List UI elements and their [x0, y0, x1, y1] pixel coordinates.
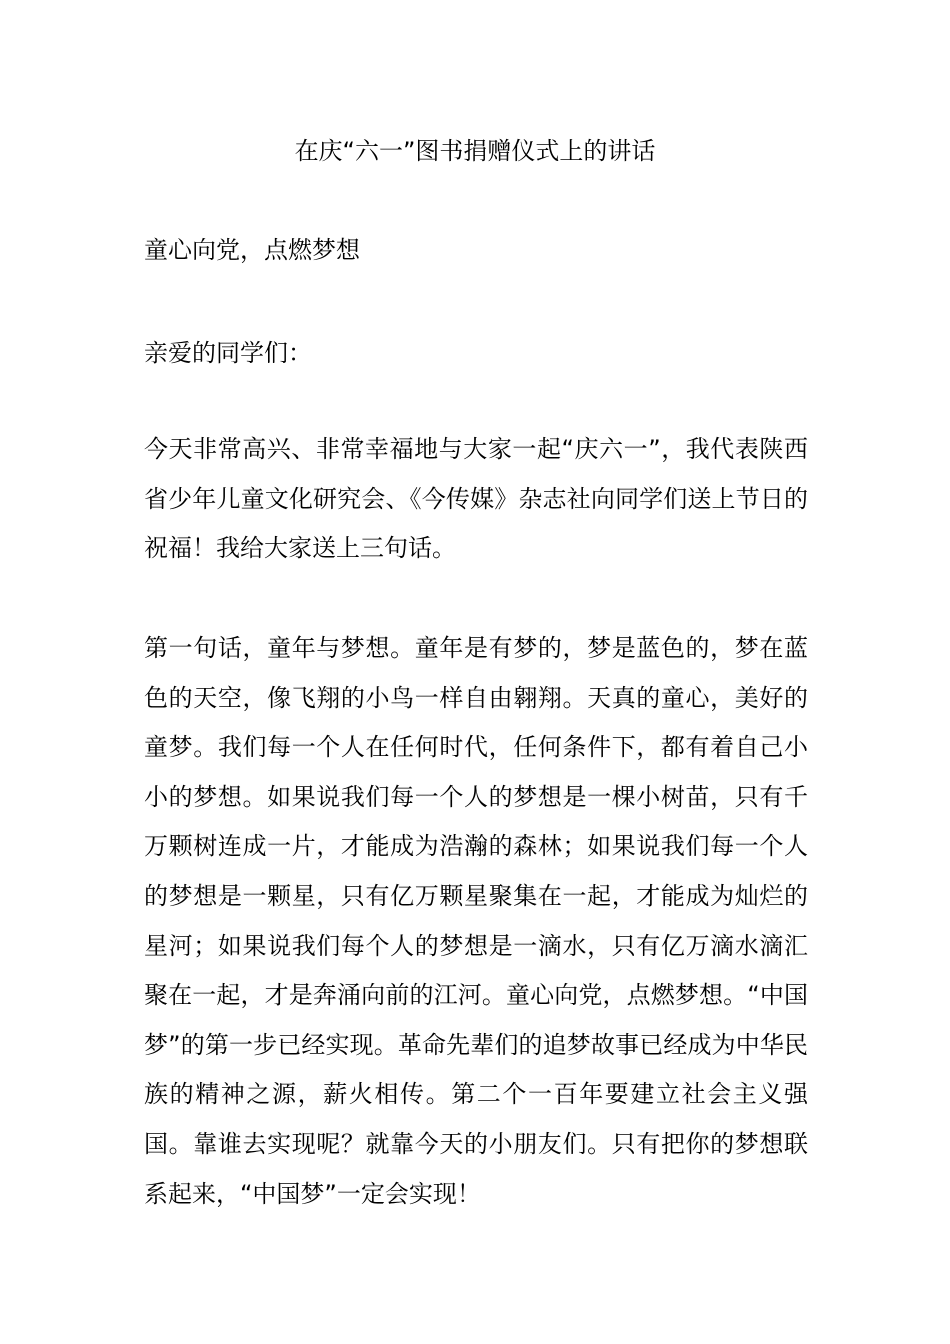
document-title: 在庆“六一”图书捐赠仪式上的讲话 — [294, 137, 656, 165]
document-subtitle: 童心向党，点燃梦想 — [144, 236, 360, 264]
paragraph-greeting: 今天非常高兴、非常幸福地与大家一起“庆六一”，我代表陕西省少年儿童文化研究会、《今传媒》杂志社向同学们送上节日的祝福！我给大家送上三句话。 — [144, 435, 808, 563]
paragraph-first-point: 第一句话，童年与梦想。童年是有梦的，梦是蓝色的，梦在蓝色的天空，像飞翔的小鸟一样自由翱翔。天真的童心，美好的童梦。我们每一个人在任何时代，任何条件下，都有着自己小小的梦想。如果说我们每一个人的梦想是一棵小树苗，只有千万颗树连成一片，才能成为浩瀚的森林；如果说我们每一个人的梦想是一颗星，只有亿万颗星聚集在一起，才能成为灿烂的星河；如果说我们每个人的梦想是一滴水，只有亿万滴水滴汇聚在一起，才是奔涌向前的江河。童心向党，点燃梦想。“中国梦”的第一步已经实现。革命先辈们的追梦故事已经成为中华民族的精神之源，薪火相传。第二个一百年要建立社会主义强国。靠谁去实现呢？就靠今天的小朋友们。只有把你的梦想联系起来，“中国梦”一定会实现！ — [144, 634, 808, 1208]
salutation: 亲爱的同学们： — [144, 339, 312, 367]
